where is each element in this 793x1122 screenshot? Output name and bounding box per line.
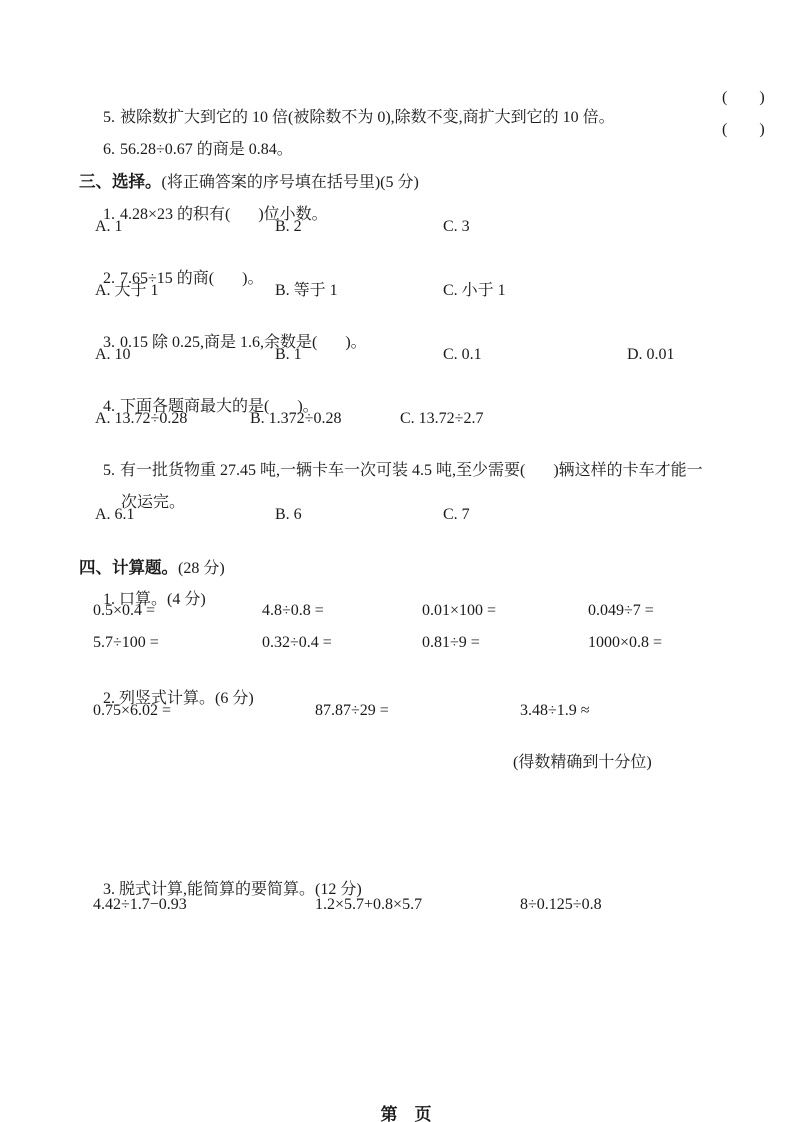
option-b: B. 1 — [275, 346, 302, 363]
page-number-label: 第 页 — [380, 1105, 432, 1122]
option-a: A. 6.1 — [95, 506, 135, 523]
subsection-label: 2. 列竖式计算。(6 分) — [103, 690, 254, 707]
expression: 4.8÷0.8 = — [262, 602, 324, 619]
simplify-calc-row — [93, 895, 793, 915]
question-text: 7.65÷15 的商( )。 — [120, 270, 264, 287]
expression: 1000×0.8 = — [588, 634, 663, 651]
expression: 1.2×5.7+0.8×5.7 — [315, 896, 423, 913]
option-b: B. 6 — [275, 506, 302, 523]
expression: 0.5×0.4 = — [93, 602, 156, 619]
option-c: C. 13.72÷2.7 — [400, 410, 484, 427]
section-instruction: (将正确答案的序号填在括号里)(5 分) — [161, 174, 419, 191]
choice-question-5-options — [95, 505, 793, 525]
expression: 87.87÷29 = — [315, 702, 389, 719]
option-b: B. 2 — [275, 218, 302, 235]
expression: 0.81÷9 = — [422, 634, 480, 651]
section-title: 四、计算题。 — [79, 559, 178, 577]
expression: 0.32÷0.4 = — [262, 634, 332, 651]
option-b: B. 1.372÷0.28 — [250, 410, 342, 427]
option-c: C. 7 — [443, 506, 470, 523]
note-text: (得数精确到十分位) — [513, 754, 652, 771]
question-text: 4.28×23 的积有( )位小数。 — [120, 206, 328, 223]
option-a: A. 10 — [95, 346, 131, 363]
judge-answer-blank-5: ( ) — [722, 89, 765, 106]
rounding-note — [497, 733, 793, 793]
subsection-label: 1. 口算。(4 分) — [103, 591, 206, 608]
option-a: A. 大于 1 — [95, 282, 159, 299]
question-number: 1. — [103, 206, 115, 223]
section-points: (28 分) — [178, 560, 225, 577]
choice-question-1-options — [95, 217, 793, 237]
question-number: 5. — [103, 462, 115, 479]
question-number: 5. — [103, 109, 115, 126]
question-text: 下面各题商最大的是( )。 — [120, 398, 319, 415]
choice-question-2-options — [95, 281, 793, 301]
oral-calc-row-2 — [93, 633, 793, 653]
question-number: 3. — [103, 334, 115, 351]
expression: 0.01×100 = — [422, 602, 497, 619]
oral-calc-label — [87, 570, 793, 630]
oral-calc-row-1 — [93, 601, 793, 621]
expression: 3.48÷1.9 ≈ — [520, 702, 590, 719]
section-title: 三、选择。 — [79, 173, 162, 191]
expression: 8÷0.125÷0.8 — [520, 896, 602, 913]
question-number: 4. — [103, 398, 115, 415]
choice-question-4-options — [95, 409, 793, 429]
choice-question-3-options — [95, 345, 793, 365]
option-c: C. 小于 1 — [443, 282, 506, 299]
page-footer — [0, 1080, 793, 1122]
subsection-label: 3. 脱式计算,能简算的要简算。(12 分) — [103, 881, 362, 898]
expression: 4.42÷1.7−0.93 — [93, 896, 187, 913]
option-a: A. 13.72÷0.28 — [95, 410, 188, 427]
option-d: D. 0.01 — [627, 346, 675, 363]
option-a: A. 1 — [95, 218, 123, 235]
option-c: C. 3 — [443, 218, 470, 235]
question-text: 56.28÷0.67 的商是 0.84。 — [120, 141, 293, 158]
vertical-calc-row — [93, 701, 793, 721]
question-text-line1: 有一批货物重 27.45 吨,一辆卡车一次可装 4.5 吨,至少需要( )辆这样的卡车才能一 — [120, 462, 703, 479]
question-text: 0.15 除 0.25,商是 1.6,余数是( )。 — [120, 334, 367, 351]
question-number: 6. — [103, 141, 115, 158]
expression: 0.049÷7 = — [588, 602, 654, 619]
option-b: B. 等于 1 — [275, 282, 338, 299]
judge-answer-blank-6: ( ) — [722, 121, 765, 138]
question-text: 被除数扩大到它的 10 倍(被除数不为 0),除数不变,商扩大到它的 10 倍。 — [120, 109, 615, 126]
expression: 0.75×6.02 = — [93, 702, 172, 719]
question-text-line2: 次运完。 — [121, 494, 186, 511]
question-number: 2. — [103, 270, 115, 287]
expression: 5.7÷100 = — [93, 634, 159, 651]
option-c: C. 0.1 — [443, 346, 482, 363]
